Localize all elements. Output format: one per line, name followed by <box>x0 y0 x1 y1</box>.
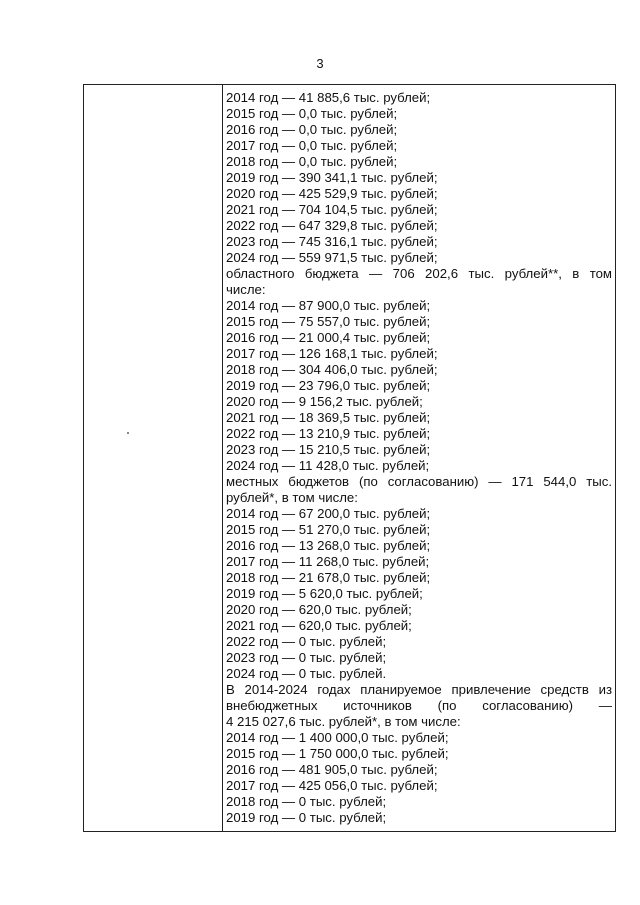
text-line: 2015 год — 0,0 тыс. рублей; <box>226 106 398 121</box>
text-line: 2017 год — 11 268,0 тыс. рублей; <box>226 554 430 569</box>
text-line: 2023 год — 15 210,5 тыс. рублей; <box>226 442 431 457</box>
text-line: числе: <box>226 282 266 297</box>
text-line: 2020 год — 425 529,9 тыс. рублей; <box>226 186 438 201</box>
text-line: 2021 год — 704 104,5 тыс. рублей; <box>226 202 438 217</box>
text-line: 2020 год — 9 156,2 тыс. рублей; <box>226 394 423 409</box>
text-line: 2019 год — 390 341,1 тыс. рублей; <box>226 170 438 185</box>
text-line: 2019 год — 5 620,0 тыс. рублей; <box>226 586 423 601</box>
text-line: В 2014-2024 годах планируемое привлечение средств из <box>226 682 612 697</box>
text-line: 2014 год — 67 200,0 тыс. рублей; <box>226 506 431 521</box>
text-line: 2020 год — 620,0 тыс. рублей; <box>226 602 412 617</box>
text-line: 2016 год — 21 000,4 тыс. рублей; <box>226 330 431 345</box>
text-line: рублей*, в том числе: <box>226 490 358 505</box>
text-line: 2017 год — 126 168,1 тыс. рублей; <box>226 346 438 361</box>
text-line: 2022 год — 13 210,9 тыс. рублей; <box>226 426 431 441</box>
text-line: 2018 год — 304 406,0 тыс. рублей; <box>226 362 438 377</box>
text-line: 2016 год — 0,0 тыс. рублей; <box>226 122 398 137</box>
page-number: 3 <box>316 56 324 71</box>
text-line: 2019 год — 23 796,0 тыс. рублей; <box>226 378 431 393</box>
text-line: 2014 год — 41 885,6 тыс. рублей; <box>226 90 431 105</box>
text-line: областного бюджета — 706 202,6 тыс. рублей**, в том <box>226 266 612 281</box>
scan-speck <box>127 432 129 434</box>
funding-text-cell <box>226 90 612 826</box>
text-line: 2017 год — 0,0 тыс. рублей; <box>226 138 398 153</box>
text-line: 2024 год — 0 тыс. рублей. <box>226 666 387 681</box>
text-line: 2015 год — 1 750 000,0 тыс. рублей; <box>226 746 449 761</box>
text-line: 2021 год — 18 369,5 тыс. рублей; <box>226 410 431 425</box>
text-line: 2016 год — 481 905,0 тыс. рублей; <box>226 762 438 777</box>
text-line: 2018 год — 21 678,0 тыс. рублей; <box>226 570 431 585</box>
text-line: 2019 год — 0 тыс. рублей; <box>226 810 387 825</box>
text-line: 2022 год — 647 329,8 тыс. рублей; <box>226 218 438 233</box>
text-line: 2021 год — 620,0 тыс. рублей; <box>226 618 412 633</box>
text-line: 2018 год — 0 тыс. рублей; <box>226 794 387 809</box>
text-line: 2023 год — 0 тыс. рублей; <box>226 650 387 665</box>
funding-table <box>83 84 616 832</box>
text-line: внебюджетных источников (по согласованию) — <box>226 698 612 713</box>
text-line: 2014 год — 87 900,0 тыс. рублей; <box>226 298 431 313</box>
text-line: 2024 год — 11 428,0 тыс. рублей; <box>226 458 430 473</box>
text-line: местных бюджетов (по согласованию) — 171 544,0 тыс. <box>226 474 612 489</box>
text-line: 2014 год — 1 400 000,0 тыс. рублей; <box>226 730 449 745</box>
text-line: 2018 год — 0,0 тыс. рублей; <box>226 154 398 169</box>
text-line: 2015 год — 75 557,0 тыс. рублей; <box>226 314 431 329</box>
text-line: 2015 год — 51 270,0 тыс. рублей; <box>226 522 431 537</box>
text-line: 4 215 027,6 тыс. рублей*, в том числе: <box>226 714 461 729</box>
text-line: 2022 год — 0 тыс. рублей; <box>226 634 387 649</box>
text-line: 2023 год — 745 316,1 тыс. рублей; <box>226 234 438 249</box>
column-divider <box>222 85 223 831</box>
text-line: 2016 год — 13 268,0 тыс. рублей; <box>226 538 431 553</box>
text-line: 2024 год — 559 971,5 тыс. рублей; <box>226 250 438 265</box>
text-line: 2017 год — 425 056,0 тыс. рублей; <box>226 778 438 793</box>
